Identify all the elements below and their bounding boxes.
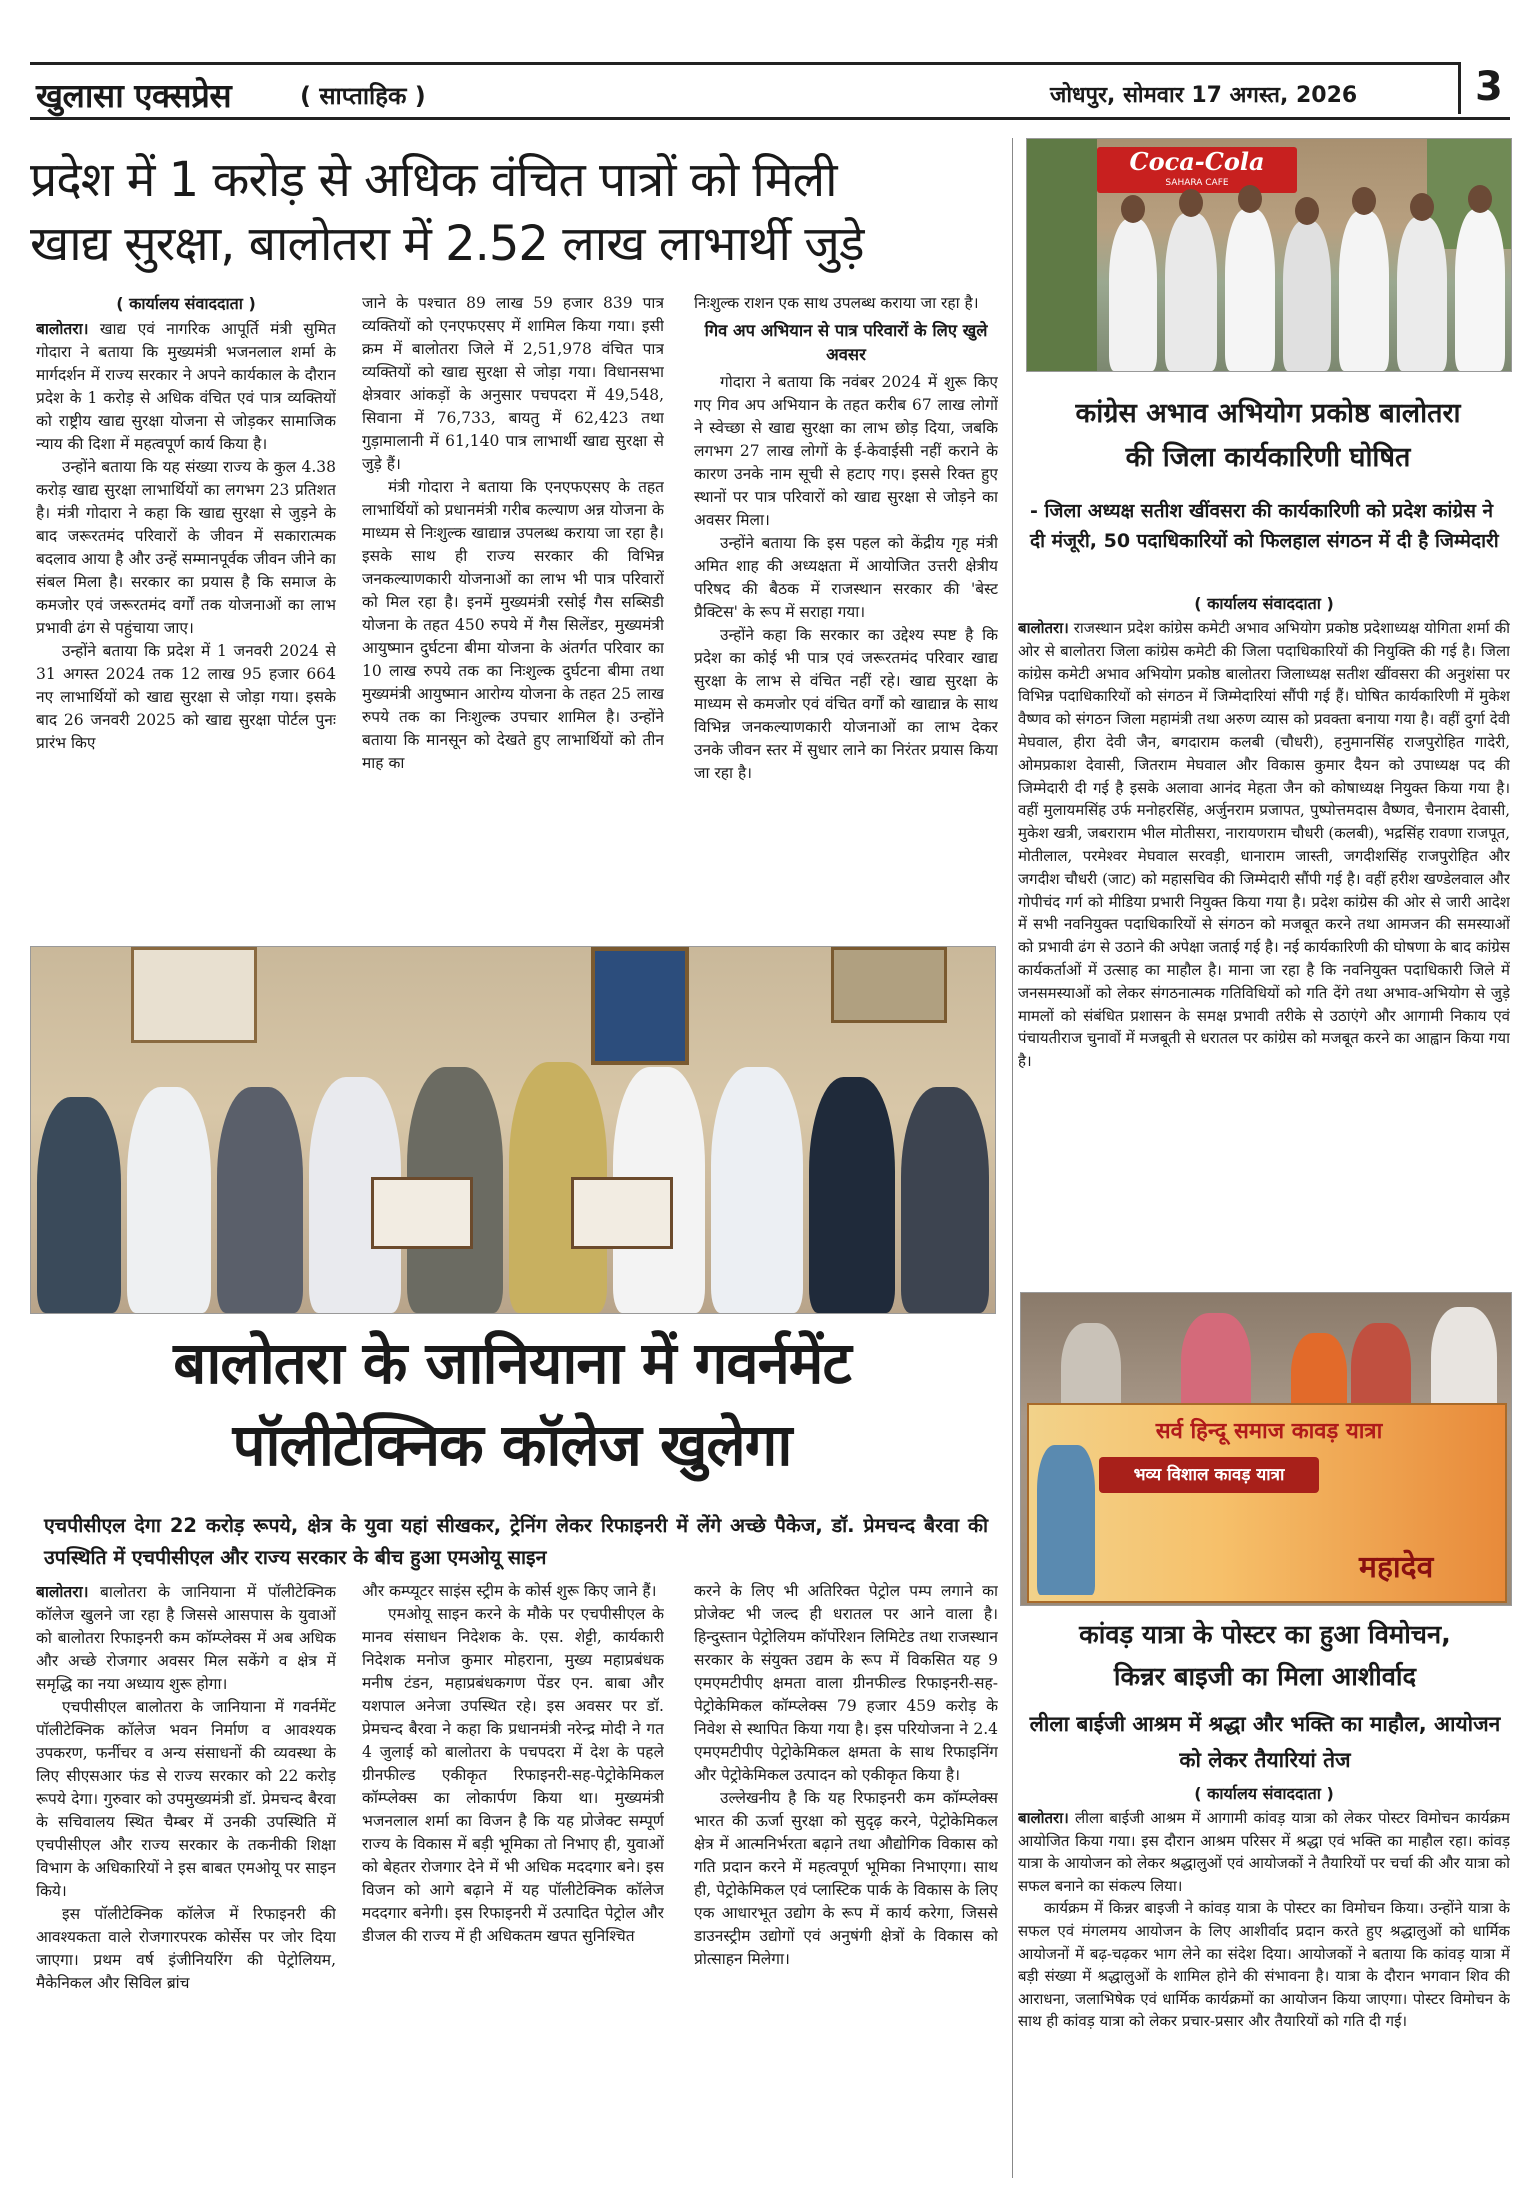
story4-headline-line2: किन्नर बाइजी का मिला आशीर्वाद [1113, 1662, 1417, 1692]
story3-paragraph [36, 1580, 336, 1696]
story3-column-2 [362, 1580, 664, 2170]
person-figure [1283, 221, 1331, 371]
story1-paragraph: मंत्री गोदारा ने बताया कि एनएफएसए के तहत लाभार्थियों को प्रधानमंत्री गरीब कल्याण अन्न योजना के माध्यम से निःशुल्क खाद्यान्न उपलब्ध कराया जा रहा है। इसके साथ ही राज्य सरकार की विभिन्न जनकल्याणकारी योजनाओं का लाभ भी पात्र परिवारों को मिल रहा है। इनमें मुख्यमंत्री रसोई गैस सब्सिडी योजना के तहत 450 रुपये में गैस सिलेंडर, मुख्यमंत्री आयुष्मान दुर्घटना बीमा योजना के अंतर्गत परिवार का 10 लाख रुपये तक का निःशुल्क दुर्घटना बीमा तथा मुख्यमंत्री आयुष्मान आरोग्य योजना के तहत 25 लाख रुपये तक का निःशुल्क उपचार शामिल है। उन्होंने बताया कि मानसून को देखते हुए लाभार्थियों को तीन माह का [362, 478, 664, 772]
person-head [1410, 193, 1434, 221]
story3-paragraph: करने के लिए भी अतिरिक्त पेट्रोल पम्प लगाने का प्रोजेक्ट भी जल्द ही धरातल पर आने वाला है। हिन्दुस्तान पेट्रोलियम कॉर्पोरेशन लिमिटेड तथा राजस्थान सरकार के संयुक्त उद्यम के रूप में विकसित यह 9 एमएमटीपीए क्षमता वाला ग्रीनफील्ड रिफाइनरी-सह-पेट्रोकेमिकल कॉम्प्लेक्स 79 हजार 459 करोड़ के निवेश से स्थापित किया गया है। इस परियोजना ने 2.4 एमएमटीपीए पेट्रोकेमिकल क्षमता के साथ रिफाइनिंग और पेट्रोकेमिकल उत्पादन को एकीकृत किया है। [694, 1582, 998, 1784]
story1-text: खाद्य एवं नागरिक आपूर्ति मंत्री सुमित गोदारा ने बताया कि मुख्यमंत्री भजनलाल शर्मा के मार्गदर्शन में राज्य सरकार ने अपने कार्यकाल के दौरान प्रदेश के 1 करोड़ से अधिक वंचित एवं पात्र व्यक्तियों को राष्ट्रीय खाद्य सुरक्षा योजना से जोड़कर सामाजिक न्याय की दिशा में महत्वपूर्ण कार्य किया है। [36, 320, 336, 453]
person-figure [1397, 217, 1447, 371]
story4-body-column [1018, 1782, 1510, 2178]
story1-paragraph: उन्होंने बताया कि इस पहल को केंद्रीय गृह मंत्री अमित शाह की अध्यक्षता में आयोजित उत्तरी क्षेत्रीय परिषद की बैठक में राजस्थान सरकार की 'बेस्ट प्रैक्टिस' के रूप में सराहा गया। [694, 534, 998, 621]
person-figure [901, 1087, 989, 1313]
story2-headline-line2: की जिला कार्यकारिणी घोषित [1125, 442, 1411, 473]
story1-paragraph: उन्होंने बताया कि यह संख्या राज्य के कुल 4.38 करोड़ खाद्य सुरक्षा लाभार्थियों का लगभग 23 प्रतिशत है। मंत्री गोदारा ने कहा कि खाद्य सुरक्षा से जुड़ने के बाद जरूरतमंद परिवारों के जीवन में सकारात्मक बदलाव आया है और उन्हें सम्मानपूर्वक जीवन जीने का संबल मिला है। सरकार का प्रयास है कि समाज के कमजोर एवं जरूरतमंद वर्गों तक योजनाओं का लाभ प्रभावी ढंग से पहुंचाया जाए। [36, 458, 336, 637]
mou-signing-photo [30, 946, 996, 1314]
paper-name: खुलासा एक्सप्रेस [36, 76, 232, 115]
story4-text: लीला बाईजी आश्रम में आगामी कांवड़ यात्रा को लेकर पोस्टर विमोचन कार्यक्रम आयोजित किया गया। इस दौरान आश्रम परिसर में श्रद्धा एवं भक्ति का माहौल रहा। कांवड़ यात्रा के आयोजन को लेकर श्रद्धालुओं एवं आयोजकों ने तैयारियों पर चर्चा की और यात्रा को सफल बनाने का संकल्प लिया। [1018, 1809, 1510, 1895]
wall-portrait [591, 947, 689, 1065]
story3-place: बालोतरा। [36, 1582, 89, 1601]
wall-portrait [131, 947, 257, 1043]
person-head [1121, 195, 1145, 223]
page-number: 3 [1475, 64, 1503, 110]
story4-paragraph: कार्यक्रम में किन्नर बाइजी ने कांवड़ यात्रा के पोस्टर का विमोचन किया। उन्होंने यात्रा के सफल एवं मंगलमय आयोजन के लिए आशीर्वाद प्रदान करते हुए श्रद्धालुओं को धार्मिक आयोजनों में बढ़-चढ़कर भाग लेने का संदेश दिया। आयोजकों ने बताया कि कांवड़ यात्रा में बड़ी संख्या में श्रद्धालुओं के शामिल होने की संभावना है। यात्रा के दौरान भगवान शिव की आराधना, जलाभिषेक एवं धार्मिक कार्यक्रमों का आयोजन किया जाएगा। पोस्टर विमोचन के साथ ही कांवड़ यात्रा को लेकर प्रचार-प्रसार और तैयारियों को गति दी गई। [1018, 1899, 1510, 2031]
kawad-poster-photo [1020, 1292, 1512, 1606]
person-head [1179, 189, 1203, 217]
banner-word: महादेव [1359, 1550, 1434, 1585]
story1-paragraph: जाने के पश्चात 89 लाख 59 हजार 839 पात्र व्यक्तियों को एनएफएसए में शामिल किया गया। इसी क्रम में बालोतरा जिले में 2,51,978 वंचित पात्र व्यक्तियों को खाद्य सुरक्षा से जोड़ा गया। विधानसभा क्षेत्रवार आंकड़ों के अनुसार पचपदरा में 49,548, सिवाना में 76,733, बायतु में 62,423 तथा गुड़ामालानी में 61,140 पात्र लाभार्थी खाद्य सुरक्षा से जुड़े हैं। [362, 294, 664, 473]
mou-folder [371, 1177, 473, 1249]
person-head [1352, 187, 1376, 215]
story1-headline-line1: प्रदेश में 1 करोड़ से अधिक वंचित पात्रों को मिली [30, 152, 837, 208]
story2-text: राजस्थान प्रदेश कांग्रेस कमेटी अभाव अभियोग प्रकोष्ठ प्रदेशाध्यक्ष योगिता शर्मा की ओर से बालोतरा जिला कांग्रेस कमेटी की जिला पदाधिकारियों की नियुक्ति की गई है। जिला कांग्रेस कमेटी अभाव अभियोग प्रकोष्ठ बालोतरा जिलाध्यक्ष सतीश खींवसरा की अनुशंसा पर विभिन्न पदाधिकारियों को संगठन में जिम्मेदारियां सौंपी गई हैं। घोषित कार्यकारिणी में मुकेश वैष्णव को संगठन जिला महामंत्री तथा अरुण व्यास को प्रवक्ता बनाया गया है। वहीं दुर्गा देवी मेघवाल, हीरा देवी जैन, बगदाराम कलबी (चौधरी), हनुमानसिंह राजपुरोहित गादेरी, ओमप्रकाश देवासी, जितराम मेघवाल और विकास कुमार दैयन को उपाध्यक्ष पद की जिम्मेदारी दी गई है इसके अलावा आनंद मेहता जैन को कोषाध्यक्ष नियुक्त किया गया है। वहीं मुलायमसिंह उर्फ मनोहरसिंह, अर्जुनराम प्रजापत, पुष्पोत्तमदास वैष्णव, चैनाराम देवासी, मुकेश खत्री, जबराराम भील मोतीसरा, नारायणराम चौधरी (कलबी), भद्रसिंह रावणा राजपूत, मोतीलाल, परमेश्वर मेघवाल सरवड़ी, धानाराम जास्ती, जगदीशसिंह राजपुरोहित और जगदीश चौधरी (जाट) को महासचिव की जिम्मेदारी सौंपी गई है। वहीं हरीश खण्डेलवाल और गोपीचंद गर्ग को मीडिया प्रभारी नियुक्त किया गया है। प्रदेश कांग्रेस की ओर से जारी आदेश में सभी नवनियुक्त पदाधिकारियों से संगठन को मजबूत करने तथा आमजन की समस्याओं को प्रभावी ढंग से उठाने की अपेक्षा जताई गई है। नई कार्यकारिणी की घोषणा के बाद कांग्रेस कार्यकर्ताओं में उत्साह का माहौल है। माना जा रहा है कि नवनियुक्त पदाधिकारी जिले में जनसमस्याओं को लेकर संगठनात्मक गतिविधियों को गति देंगे तथा अभाव-अभियोग से जुड़े मामलों को संबंधित प्रशासन के समक्ष प्रभावी तरीके से उठाएंगे और आगामी निकाय एवं पंचायतीराज चुनावों में मजबूती से धरातल पर कांग्रेस को मजबूत करने का आह्वान किया गया है। [1018, 619, 1510, 1071]
person-figure [217, 1087, 303, 1313]
story4-subheadline: लीला बाईजी आश्रम में श्रद्धा और भक्ति का माहौल, आयोजन को लेकर तैयारियां तेज [1029, 1712, 1501, 1772]
story4-headline-line1: कांवड़ यात्रा के पोस्टर का हुआ विमोचन, [1079, 1620, 1451, 1650]
person-figure [37, 1097, 121, 1313]
dateline: जोधपुर, सोमवार 17 अगस्त, 2026 [1050, 83, 1358, 108]
story1-paragraph: निःशुल्क राशन एक साथ उपलब्ध कराया जा रहा है। [694, 294, 979, 312]
banner-subtitle-box [1099, 1457, 1319, 1493]
kawad-banner [1027, 1403, 1507, 1603]
story2-deck: - जिला अध्यक्ष सतीश खींवसरा की कार्यकारिणी को प्रदेश कांग्रेस ने दी मंजूरी, 50 पदाधिकारियों को फिलहाल संगठन में दी है जिम्मेदारी [1030, 500, 1499, 552]
story3-column-3 [694, 1580, 998, 2170]
congress-group-photo [1026, 138, 1512, 372]
mou-folder [571, 1177, 673, 1249]
story2-byline: ( कार्यालय संवाददाता ) [1194, 594, 1334, 613]
story4-place: बालोतरा। [1018, 1809, 1069, 1827]
story2-headline-line1: कांग्रेस अभाव अभियोग प्रकोष्ठ बालोतरा [1075, 398, 1461, 429]
story1-headline-line2: खाद्य सुरक्षा, बालोतरा में 2.52 लाख लाभार्थी जुड़े [30, 216, 864, 272]
wall-portrait [831, 947, 947, 1023]
story2-place: बालोतरा। [1018, 619, 1069, 637]
story1-column-2 [362, 292, 664, 932]
shiva-figure [1037, 1445, 1095, 1595]
story1-place: बालोतरा। [36, 319, 89, 338]
page-number-box [1458, 62, 1513, 114]
story4-byline: ( कार्यालय संवाददाता ) [1194, 1784, 1334, 1803]
person-figure [1339, 211, 1389, 371]
story1-paragraph [36, 317, 336, 456]
story1-byline: ( कार्यालय संवाददाता ) [116, 294, 256, 313]
person-figure [1109, 219, 1157, 371]
person-head [1238, 185, 1262, 213]
person-head [1295, 197, 1319, 225]
story3-deck: एचपीसीएल देगा 22 करोड़ रूपये, क्षेत्र के युवा यहां सीखकर, ट्रेनिंग लेकर रिफाइनरी में लेंगे अच्छे पैकेज, डॉ. प्रेमचन्द बैरवा की उपस्थिति में एचपीसीएल और राज्य सरकार के बीच हुआ एमओयू साइन [44, 1514, 988, 1569]
story2-body-column [1018, 592, 1510, 1282]
story4-paragraph [1018, 1807, 1510, 1897]
person-head [1468, 185, 1492, 213]
story3-headline-line1: बालोतरा के जानियाना में गवर्नमेंट [173, 1329, 851, 1397]
story3-text: बालोतरा के जानियाना में पॉलीटेक्निक कॉलेज खुलने जा रहा है जिससे आसपास के युवाओं को बालोतरा रिफाइनरी कम कॉम्प्लेक्स में अब अधिक और अच्छे रोजगार अवसर मिल सकेंगे व क्षेत्र में समृद्धि का नया अध्याय शुरू होगा। [36, 1583, 336, 1693]
banner-title: सर्व हिन्दू समाज कावड़ यात्रा [1155, 1419, 1383, 1444]
person-figure [711, 1067, 803, 1313]
photo-signboard [1097, 147, 1297, 193]
person-figure [127, 1087, 211, 1313]
masthead [30, 62, 1510, 120]
person-figure [809, 1077, 895, 1313]
story1-column-1 [36, 292, 336, 932]
story1-headline [30, 148, 1020, 276]
photo-sign-text: Coca-Cola [1129, 147, 1265, 176]
photo-greenery [1027, 139, 1097, 371]
story1-subhead: गिव अप अभियान से पात्र परिवारों के लिए खुले अवसर [704, 321, 988, 364]
column-rule [1012, 138, 1013, 2178]
story2-headline [1026, 392, 1510, 480]
story3-headline [30, 1322, 994, 1486]
story4-headline [1020, 1614, 1510, 1698]
person-figure [1225, 209, 1275, 371]
story1-paragraph: गोदारा ने बताया कि नवंबर 2024 में शुरू किए गए गिव अप अभियान के तहत करीब 67 लाख लोगों ने स्वेच्छा से खाद्य सुरक्षा का लाभ छोड़ दिया, जबकि लगभग 27 लाख लोगों के ई-केवाईसी नहीं कराने के कारण उनके नाम सूची से हटाए गए। इससे रिक्त हुए स्थानों पर पात्र परिवारों को खाद्य सुरक्षा से जोड़ने का अवसर मिला। [694, 373, 998, 529]
story3-paragraph: उल्लेखनीय है कि यह रिफाइनरी कम कॉम्प्लेक्स भारत की ऊर्जा सुरक्षा को सुदृढ़ करने, पेट्रोकेमिकल क्षेत्र में आत्मनिर्भरता बढ़ाने तथा औद्योगिक विकास को गति प्रदान करने में महत्वपूर्ण भूमिका निभाएगा। साथ ही, पेट्रोकेमिकल एवं प्लास्टिक पार्क के विकास के लिए एक आधारभूत उद्योग के रूप में कार्य करेगा, जिससे डाउनस्ट्रीम उद्योगों एवं अनुषंगी क्षेत्रों के विकास को प्रोत्साहन मिलेगा। [694, 1789, 998, 1968]
person-figure [1455, 209, 1505, 371]
story3-headline-line2: पॉलीटेक्निक कॉलेज खुलेगा [232, 1411, 792, 1479]
story1-paragraph: उन्होंने बताया कि प्रदेश में 1 जनवरी 2024 से 31 अगस्त 2024 तक 12 लाख 95 हजार 664 नए लाभार्थियों को खाद्य सुरक्षा से जोड़ा गया। इसके बाद 26 जनवरी 2025 को खाद्य सुरक्षा पोर्टल पुनः प्रारंभ किए [36, 642, 336, 752]
story3-paragraph: एमओयू साइन करने के मौके पर एचपीसीएल के मानव संसाधन निदेशक के. एस. शेट्टी, कार्यकारी निदेशक मनोज कुमार मोहराना, मुख्य महाप्रबंधक मनीष टंडन, महाप्रबंधकगण पेंडर एन. बाबा और यशपाल अनेजा उपस्थित रहे। इस अवसर पर डॉ. प्रेमचन्द बैरवा ने कहा कि प्रधानमंत्री नरेन्द्र मोदी ने गत 4 जुलाई को बालोतरा के पचपदरा में देश के पहले ग्रीनफील्ड एकीकृत रिफाइनरी-सह-पेट्रोकेमिकल कॉम्प्लेक्स का लोकार्पण किया था। मुख्यमंत्री भजनलाल शर्मा का विजन है कि यह प्रोजेक्ट सम्पूर्ण राज्य के विकास में बड़ी भूमिका तो निभाए ही, युवाओं को बेहतर रोजगार देने में भी अधिक मददगार बने। इस विजन को आगे बढ़ाने में यह पॉलीटेक्निक कॉलेज मददगार बनेगी। इस रिफाइनरी में उत्पादित पेट्रोल और डीजल की राज्य में ही अधिकतम खपत सुनिश्चित [362, 1605, 664, 1945]
story3-column-1 [36, 1580, 336, 2170]
story2-paragraph [1018, 617, 1510, 1073]
story3-paragraph: एचपीसीएल बालोतरा के जानियाना में गवर्नमेंट पॉलीटेक्निक कॉलेज भवन निर्माण व आवश्यक उपकरण, फर्नीचर व अन्य संसाधनों की व्यवस्था के लिए सीएसआर फंड से राज्य सरकार को 22 करोड़ रूपये देगा। गुरुवार को उपमुख्यमंत्री डॉ. प्रेमचन्द बैरवा के सचिवालय स्थित चैम्बर में उनकी उपस्थिति में एचपीसीएल और राज्य सरकार के तकनीकी शिक्षा विभाग के अधिकारियों ने इस बाबत एमओयू पर साइन किये। [36, 1698, 336, 1900]
photo-sign-subtext: SAHARA CAFE [1165, 178, 1229, 188]
banner-subtitle: भव्य विशाल कावड़ यात्रा [1133, 1465, 1285, 1485]
story1-column-3 [694, 292, 998, 932]
story1-paragraph: उन्होंने कहा कि सरकार का उद्देश्य स्पष्ट है कि प्रदेश का कोई भी पात्र एवं जरूरतमंद परिवार खाद्य सुरक्षा के लाभ से वंचित नहीं रहे। खाद्य सुरक्षा के माध्यम से कमजोर एवं वंचित वर्गों को खाद्यान्न के साथ विभिन्न जनकल्याणकारी योजनाओं का लाभ देकर उनके जीवन स्तर में सुधार लाने का निरंतर प्रयास किया जा रहा है। [694, 626, 998, 782]
edition-label: ( साप्ताहिक ) [300, 82, 426, 110]
person-figure [1165, 213, 1217, 371]
story3-paragraph: इस पॉलीटेक्निक कॉलेज में रिफाइनरी की आवश्यकता वाले रोजगारपरक कोर्सेस पर जोर दिया जाएगा। प्रथम वर्ष इंजीनियरिंग की पेट्रोलियम, मैकेनिकल और सिविल ब्रांच [36, 1905, 336, 1992]
story3-paragraph: और कम्प्यूटर साइंस स्ट्रीम के कोर्स शुरू किए जाने हैं। [362, 1582, 657, 1600]
